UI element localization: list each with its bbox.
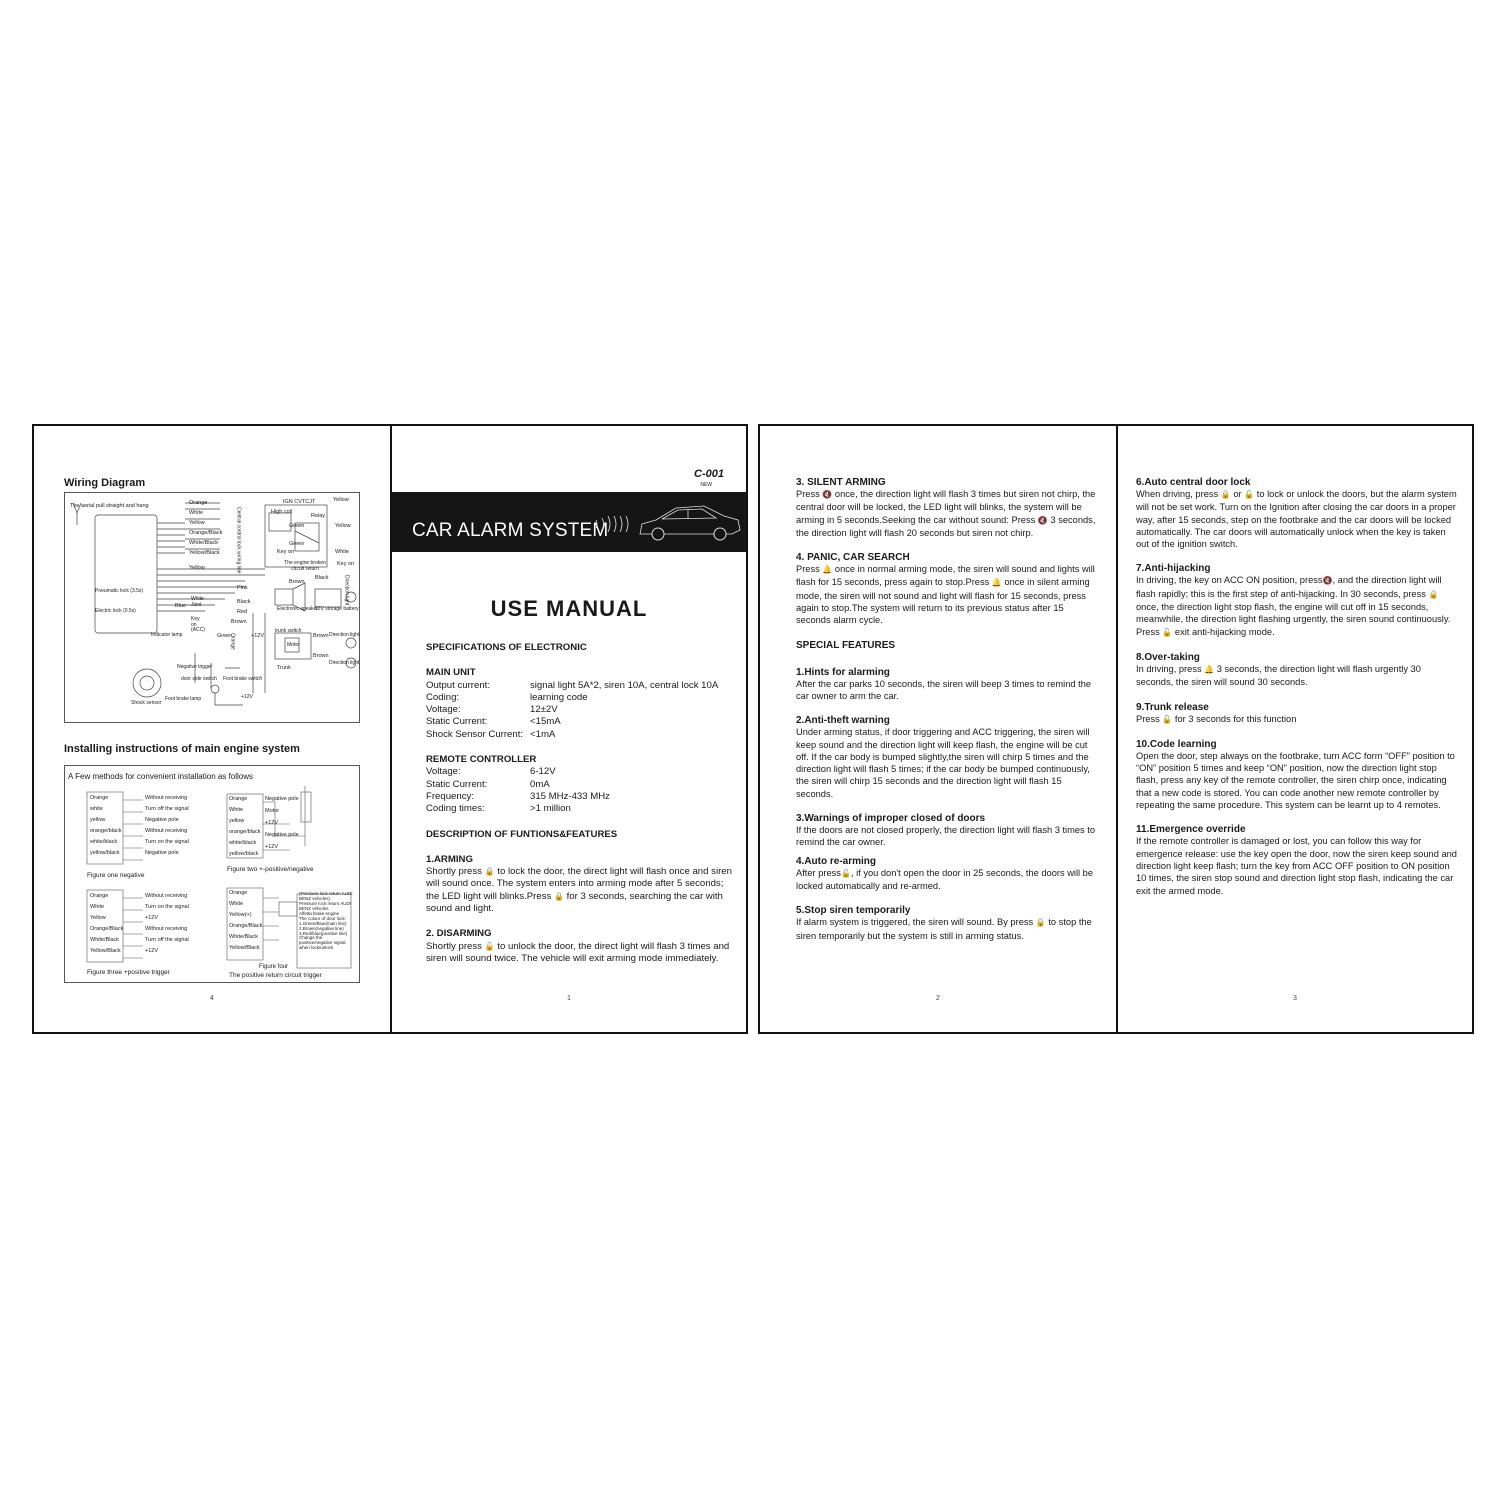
right-sheet bbox=[758, 424, 1474, 1034]
bell-icon: 🔔 bbox=[1204, 664, 1215, 674]
unlock-icon: 🔓 bbox=[1162, 714, 1173, 724]
aerial-label: The aerial pull straight and hang bbox=[70, 503, 149, 509]
unlock-icon: 🔓 bbox=[1162, 627, 1173, 637]
note-label: Negative pole bbox=[145, 817, 179, 823]
spec-value: learning code bbox=[530, 691, 588, 703]
fig1-note-labels bbox=[145, 795, 189, 861]
rearm-text-a: After press bbox=[796, 867, 841, 878]
warnings-heading: 3.Warnings of improper closed of doors bbox=[796, 813, 986, 825]
blue-label: Blue bbox=[175, 603, 187, 609]
wire-label: white bbox=[90, 806, 103, 812]
wire-label: yellow bbox=[90, 817, 106, 823]
auto-lock-heading: 6.Auto central door lock bbox=[1136, 477, 1251, 488]
fig4-wire-labels bbox=[229, 890, 262, 956]
unlock-icon: 🔓 bbox=[484, 941, 495, 951]
pneumatic-label: Pneumatic lock (3.5s) bbox=[95, 588, 144, 594]
motor-label: Motor bbox=[287, 642, 300, 648]
wire-label: Orange bbox=[90, 795, 109, 801]
hints-text: After the car parks 10 seconds, the siren will beep 3 times to remind the car owner to arm the car. bbox=[796, 678, 1092, 701]
model-number: C-001 bbox=[694, 468, 724, 480]
note-label: Without receiving bbox=[145, 795, 188, 801]
page-3 bbox=[1118, 426, 1472, 1032]
note-label: 3.Red/blue(positive line) bbox=[299, 930, 348, 936]
direction-label-1: Direction light bbox=[343, 575, 350, 606]
hijack-text-d: exit anti-hijacking mode. bbox=[1174, 626, 1275, 637]
panic-heading: 4. PANIC, CAR SEARCH bbox=[796, 552, 910, 564]
shock-label: Shock sensor bbox=[131, 700, 162, 706]
wire-label: Orange bbox=[229, 890, 248, 896]
auto-text-or: or bbox=[1233, 489, 1242, 499]
note-label: Without receiving bbox=[145, 926, 188, 932]
fig1-wire-labels bbox=[90, 795, 122, 861]
note-label: +12V bbox=[145, 915, 158, 921]
lock-icon: 🔒 bbox=[484, 867, 495, 877]
note-label: Without receiving bbox=[145, 893, 188, 899]
speaker-mute-icon: 🔇 bbox=[1037, 515, 1048, 525]
spec-row bbox=[426, 791, 736, 803]
emergence-override-text: If the remote controller is damaged or lost, you can follow this way for emergence release: use the key open the door, now the siren keep sound and direction light keep flash; turn the key from ACC OFF position to ON position 10 times, the siren stop sound and direction light stop flash, indicating the car exit the armed mode. bbox=[1136, 836, 1457, 896]
silent-text-c: 3 seconds, the direction light will flash 20 seconds but siren not chirp. bbox=[796, 514, 1096, 538]
auto-lock-text bbox=[1136, 488, 1458, 550]
negative-trigger-label: Negative trigger bbox=[177, 664, 213, 670]
over-taking-text bbox=[1136, 663, 1458, 689]
stop-text-a: If alarm system is triggered, the siren will sound. By press bbox=[796, 917, 1034, 928]
ign-label: IGN CVTCJT bbox=[283, 499, 316, 505]
trunk-release-heading: 9.Trunk release bbox=[1136, 701, 1209, 713]
lock-icon: 🔒 bbox=[553, 891, 564, 901]
wire-label: orange/black bbox=[90, 828, 122, 834]
wire-white: White bbox=[189, 510, 204, 516]
page-4 bbox=[34, 426, 390, 1032]
anti-theft-text: Under arming status, if door triggering and ACC triggering, the siren will keep sound and the direction light will keep flash, the engine will be cut off. If the car body is bumped slightly,the siren will chirp 5 times and the direction light will flash 5 times; if the car body be bumped continuously, the siren will chirp 15 seconds and the direction light will flash 15 seconds. bbox=[796, 727, 1090, 799]
spec-key: Output current: bbox=[426, 679, 490, 691]
hints-heading: 1.Hints for alarming bbox=[796, 666, 890, 678]
spec-key: Voltage: bbox=[426, 704, 461, 716]
stop-text-b: to stop the siren temporarily but the system is still in arming status. bbox=[796, 917, 1092, 941]
code-learning-heading: 10.Code learning bbox=[1136, 738, 1217, 750]
wire-label: white/black bbox=[229, 840, 257, 846]
silent-text-a: Press bbox=[796, 489, 820, 499]
plus12-label: +12V bbox=[251, 633, 264, 639]
code-learning-text: Open the door, step always on the footbrake, turn ACC form “OFF” position to “ON” position 5 times and keep “ON” position, now the direction light stop flash, press any key of the remote controller, the siren chirp once, indicating that a new code is stored. You can code another new remote controller by repeating the same procedure. This system can be learnt up to 4 remotes. bbox=[1136, 750, 1455, 811]
special-features-heading: SPECIAL FEATURES bbox=[796, 639, 896, 651]
lock-icon: 🔒 bbox=[1428, 589, 1439, 599]
spec-key: Voltage: bbox=[426, 766, 461, 778]
disarming-text-b: to unlock the door, the direct light will flash 3 times and siren will sound twice. The vehicle will exit arming mode immediately. bbox=[426, 940, 730, 964]
green-label-2: Green bbox=[289, 541, 305, 547]
note-label: Without receiving bbox=[145, 828, 188, 834]
silent-arming-heading: 3. SILENT ARMING bbox=[796, 477, 886, 488]
wire-label: Orange bbox=[229, 796, 248, 802]
stop-siren-text bbox=[796, 916, 1096, 942]
speaker-mute-icon: 🔇 bbox=[1322, 576, 1333, 586]
wire-label: yellow/black bbox=[90, 850, 120, 856]
anti-hijacking-text bbox=[1136, 574, 1458, 638]
engine-broken-label: The engine broken circuit return bbox=[284, 560, 326, 572]
foot-brake-switch-label: Foot brake switch bbox=[223, 676, 263, 682]
page3-content bbox=[1136, 477, 1458, 897]
page-number-1: 1 bbox=[567, 995, 571, 1002]
direction-label-2: Direction light bbox=[329, 632, 360, 638]
spec-key: Static Current: bbox=[426, 716, 488, 728]
wire-label: Yellow(+) bbox=[229, 912, 252, 918]
anti-hijacking-heading: 7.Anti-hijacking bbox=[1136, 563, 1211, 575]
spec-heading: SPECIFICATIONS OF ELECTRONIC bbox=[426, 642, 587, 653]
foot-brake-lamp-label: Foot brake lamp bbox=[165, 696, 202, 702]
spec-row bbox=[426, 779, 736, 791]
disarming-text bbox=[426, 941, 736, 966]
hijack-text-a: In driving, the key on ACC ON position, press bbox=[1136, 575, 1323, 586]
emergence-override-heading: 11.Emergence override bbox=[1136, 824, 1246, 836]
car-icon bbox=[592, 492, 742, 552]
panic-text-b: once in normal arming mode, the siren will sound and lights will flash for 15 seconds, press again to stop.Press bbox=[796, 564, 1095, 588]
orange-v-label: Orange bbox=[229, 633, 236, 650]
disarming-heading: 2. DISARMING bbox=[426, 928, 492, 940]
note-label: Turn off the signal bbox=[145, 806, 189, 812]
remote-specs bbox=[426, 766, 736, 815]
green-label-3: Green bbox=[217, 633, 233, 639]
wire-yellow-black: Yellow/Black bbox=[189, 550, 220, 556]
panic-text-a: Press bbox=[796, 564, 820, 575]
wire-label: yellow/black bbox=[229, 851, 259, 857]
spec-row bbox=[426, 692, 736, 704]
trunk-label: Trunk bbox=[277, 665, 291, 671]
note-label: Negative pole bbox=[265, 796, 299, 802]
wire-label: white/black bbox=[90, 839, 118, 845]
wire-label: yellow bbox=[229, 818, 245, 824]
brown-label-4: Brown bbox=[313, 653, 329, 659]
note-label: Motor bbox=[265, 808, 280, 814]
note-label: Change the positive/negative signal when lock/unlock bbox=[299, 935, 346, 951]
spec-value: 0mA bbox=[530, 778, 550, 790]
spec-key: Static Current: bbox=[426, 778, 488, 790]
fig3-note-labels bbox=[145, 893, 189, 959]
panic-text-c: once in silent arming mode, the siren will not sound and light will flash for 15 seconds, press again to stop.The system will return to its previous status after 15 seconds alarm cycle. bbox=[796, 577, 1090, 626]
new-tag: NEW bbox=[700, 482, 712, 488]
spec-value: 6-12V bbox=[530, 766, 556, 778]
spec-key: Coding: bbox=[426, 691, 460, 703]
wire-orange-black: Orange/Black bbox=[189, 530, 223, 536]
title-banner bbox=[392, 492, 746, 552]
high-coil-label: High coil bbox=[271, 509, 293, 515]
trunk-switch-label: trunk switch bbox=[275, 628, 302, 634]
unlock-icon: 🔓 bbox=[1244, 490, 1255, 499]
main-unit-heading: MAIN UNIT bbox=[426, 667, 476, 679]
hijack-text-c: once, the direction light stop flash, the engine will cut off in 15 seconds, meanwhile, the direction light flashing urgently, the siren sound continuously. Press bbox=[1136, 602, 1451, 637]
plus12b-label: +12V bbox=[241, 694, 253, 700]
fig4-note-labels bbox=[299, 892, 353, 951]
pink-label: Pink bbox=[237, 585, 248, 591]
lock-icon: 🔒 bbox=[1220, 490, 1231, 499]
spec-row bbox=[426, 704, 736, 716]
yellow-r2: Yellow bbox=[335, 523, 351, 529]
manual-title: USE MANUAL bbox=[490, 596, 648, 621]
wire-label: White bbox=[229, 807, 244, 813]
note-label: Negative pole bbox=[145, 850, 179, 856]
spec-value: 12±2V bbox=[530, 704, 558, 716]
arming-text-c: for 3 seconds, searching the car with sound and light. bbox=[426, 890, 723, 915]
page-number-3: 3 bbox=[1293, 995, 1297, 1002]
page-number-4: 4 bbox=[210, 995, 214, 1002]
note-label: Turn on the signal bbox=[145, 904, 189, 910]
battery-label: 12V storage battery bbox=[315, 606, 359, 612]
note-label: 2.Brown(negative line) bbox=[299, 925, 344, 931]
fig1-caption: Figure one negative bbox=[87, 872, 145, 879]
electric-label: Electric lock (0.5s) bbox=[95, 608, 136, 614]
wire-label: Yellow bbox=[90, 915, 106, 921]
silent-text-b: once, the direction light will flash 3 times but siren not chirp, the central door will be locked, the LED light will blinks, the system will be arming in 5 seconds.Seeking the car without sound: Press bbox=[796, 489, 1096, 525]
brown-label: Brown bbox=[289, 579, 305, 585]
black-label-2: Black bbox=[237, 599, 251, 605]
note-label: Alfetta brake engine bbox=[299, 910, 340, 916]
lock-icon: 🔒 bbox=[1035, 918, 1046, 928]
note-label: Pressure lock return AUDI BENZ vehicles bbox=[299, 900, 352, 911]
key-acc-label: Key on (ACC) bbox=[191, 616, 205, 633]
desc-heading: DESCRIPTION OF FUNTIONS&FEATURES bbox=[426, 828, 618, 840]
installing-methods-box bbox=[64, 765, 360, 983]
wire-label: White/Black bbox=[229, 934, 259, 940]
indicator-label: Indicator lamp bbox=[151, 632, 183, 638]
wire-orange: Orange bbox=[189, 500, 208, 506]
spec-row bbox=[426, 803, 736, 815]
spec-value: 315 MHz-433 MHz bbox=[530, 790, 610, 802]
anti-theft-heading: 2.Anti-theft warning bbox=[796, 715, 890, 727]
wire-label: White bbox=[229, 901, 244, 907]
page-1 bbox=[392, 426, 746, 1032]
key-on-r: Key on bbox=[337, 561, 355, 567]
trunk-text-b: for 3 seconds for this function bbox=[1174, 713, 1297, 724]
wiring-diagram-title: Wiring Diagram bbox=[64, 477, 146, 489]
wire-label: White/Black bbox=[90, 937, 120, 943]
wire-label: Yellow/Black bbox=[229, 945, 260, 951]
central-lock-label: Central control lock wiring line bbox=[235, 507, 242, 574]
door-side-label: door side switch bbox=[181, 676, 217, 682]
fig4-subcaption: The positive return circuit trigger bbox=[229, 972, 322, 979]
wire-yellow: Yellow bbox=[189, 520, 205, 526]
green-label: Green bbox=[289, 523, 305, 529]
direction-label-3: Direction light bbox=[329, 660, 360, 666]
hijack-text-b: , and the direction light will flash rapidly; this is the first step of anti-hijacking. In 30 seconds, press bbox=[1136, 575, 1442, 599]
wire-label: Orange bbox=[90, 893, 109, 899]
arming-text-b: to lock the door, the direct light will flash once and siren will sound once. The system enters into arming mode after 5 seconds; the LED light will blinks.Press bbox=[426, 866, 732, 902]
note-label: The colour of door lock: bbox=[299, 915, 347, 921]
speaker-label: Electronic speaker bbox=[277, 606, 319, 612]
wire-yellow-2: Yellow bbox=[189, 565, 205, 571]
auto-rearming-text bbox=[796, 867, 1096, 893]
rearm-text-b: , if you don't open the door in 25 seconds, the doors will be locked automatically and re-armed. bbox=[796, 867, 1094, 891]
panic-text bbox=[796, 563, 1096, 626]
speaker-mute-icon: 🔇 bbox=[822, 490, 833, 499]
fig2-wire-labels bbox=[229, 796, 261, 862]
page-2 bbox=[760, 426, 1116, 1032]
wiring-diagram bbox=[64, 492, 360, 723]
spec-row bbox=[426, 729, 736, 741]
white-r: White bbox=[335, 549, 350, 555]
disarming-text-a: Shortly press bbox=[426, 940, 482, 952]
white-joint-label: White Joint bbox=[191, 596, 204, 608]
over-text-a: In driving, press bbox=[1136, 663, 1202, 674]
fig4-caption: Figure four bbox=[259, 964, 289, 970]
wire-white-black: White/Black bbox=[189, 540, 219, 546]
stop-siren-heading: 5.Stop siren temporarily bbox=[796, 905, 911, 917]
key-on-label: Key on bbox=[277, 549, 295, 555]
warnings-text: If the doors are not closed properly, the direction light will flash 3 times to remind the car owner. bbox=[796, 825, 1096, 848]
note-label: Turn off the signal bbox=[145, 937, 189, 943]
fig2-caption: Figure two +-positive/negative bbox=[227, 866, 314, 873]
auto-text-b: to lock or unlock the doors, but the alarm system will not be set work. Turn on the Ignition after closing the car doors in a proper way, after 15 seconds, step on the footbrake and the car doors will be locked automatically. The car doors will automatically unlock when the key is taken out of the ignition switch. bbox=[1136, 489, 1457, 550]
trunk-text-a: Press bbox=[1136, 713, 1160, 724]
brown-label-2: Brown bbox=[231, 619, 247, 625]
main-unit-specs bbox=[426, 680, 736, 741]
black-label: Black bbox=[315, 575, 329, 581]
wire-label: orange/black bbox=[229, 829, 261, 835]
fig3-caption: Figure three +positive trigger bbox=[87, 969, 170, 976]
spec-value: <15mA bbox=[530, 716, 561, 728]
note-label: 1.Green/Blue(main line) bbox=[299, 920, 347, 926]
spec-value: >1 million bbox=[530, 803, 571, 815]
spec-value: <1mA bbox=[530, 728, 556, 740]
spec-row bbox=[426, 766, 736, 778]
note-label: (Pressure lock return AUDI BENZ vehicles) bbox=[299, 891, 353, 901]
trunk-release-text bbox=[1136, 713, 1458, 726]
few-methods-text: A Few methods for convenient installation as follows bbox=[68, 772, 253, 781]
spec-key: Shock Sensor Current: bbox=[426, 728, 524, 740]
page-number-2: 2 bbox=[936, 995, 940, 1002]
spec-row bbox=[426, 680, 736, 692]
over-taking-heading: 8.Over-taking bbox=[1136, 651, 1200, 663]
wire-label: Orange/Black bbox=[229, 923, 263, 929]
note-label: Negative pole bbox=[265, 832, 299, 838]
bell-icon: 🔔 bbox=[822, 565, 833, 575]
red-label: Red bbox=[237, 609, 248, 615]
bell-icon: 🔔 bbox=[991, 578, 1002, 588]
note-label: Turn on the signal bbox=[145, 839, 189, 845]
spec-row bbox=[426, 716, 736, 728]
relay-label: Relay bbox=[311, 513, 326, 519]
yellow-r1: Yellow bbox=[333, 497, 349, 503]
wire-label: White bbox=[90, 904, 105, 910]
banner-title: CAR ALARM SYSTEM bbox=[412, 520, 609, 541]
note-label: +12V bbox=[265, 820, 278, 826]
spec-key: Frequency: bbox=[426, 790, 474, 802]
wire-label: Orange/Black bbox=[90, 926, 124, 932]
fig2-note-labels bbox=[265, 796, 299, 856]
page2-content bbox=[796, 477, 1096, 942]
note-label: +12V bbox=[145, 948, 158, 954]
arming-text-a: Shortly press bbox=[426, 866, 482, 878]
silent-arming-text bbox=[796, 488, 1096, 539]
auto-rearming-heading: 4.Auto re-arming bbox=[796, 855, 877, 867]
spec-key: Coding times: bbox=[426, 803, 485, 815]
wire-label: Yellow/Black bbox=[90, 948, 121, 954]
left-sheet bbox=[32, 424, 748, 1034]
fig3-wire-labels bbox=[90, 893, 123, 959]
unlock-icon: 🔓 bbox=[840, 868, 851, 878]
over-text-b: 3 seconds, the direction light will flash urgently 30 seconds, the siren will sound 30 seconds. bbox=[1136, 663, 1421, 688]
note-label: +12V bbox=[265, 844, 278, 850]
installing-title: Installing instructions of main engine system bbox=[64, 743, 300, 755]
brown-label-3: Brown bbox=[313, 633, 329, 639]
arming-heading: 1.ARMING bbox=[426, 853, 473, 865]
arming-text bbox=[426, 866, 736, 915]
remote-heading: REMOTE CONTROLLER bbox=[426, 754, 537, 766]
auto-text-a: When driving, press bbox=[1136, 489, 1219, 499]
page1-content bbox=[426, 642, 736, 965]
spec-value: signal light 5A*2, siren 10A, central lock 10A bbox=[530, 679, 719, 691]
